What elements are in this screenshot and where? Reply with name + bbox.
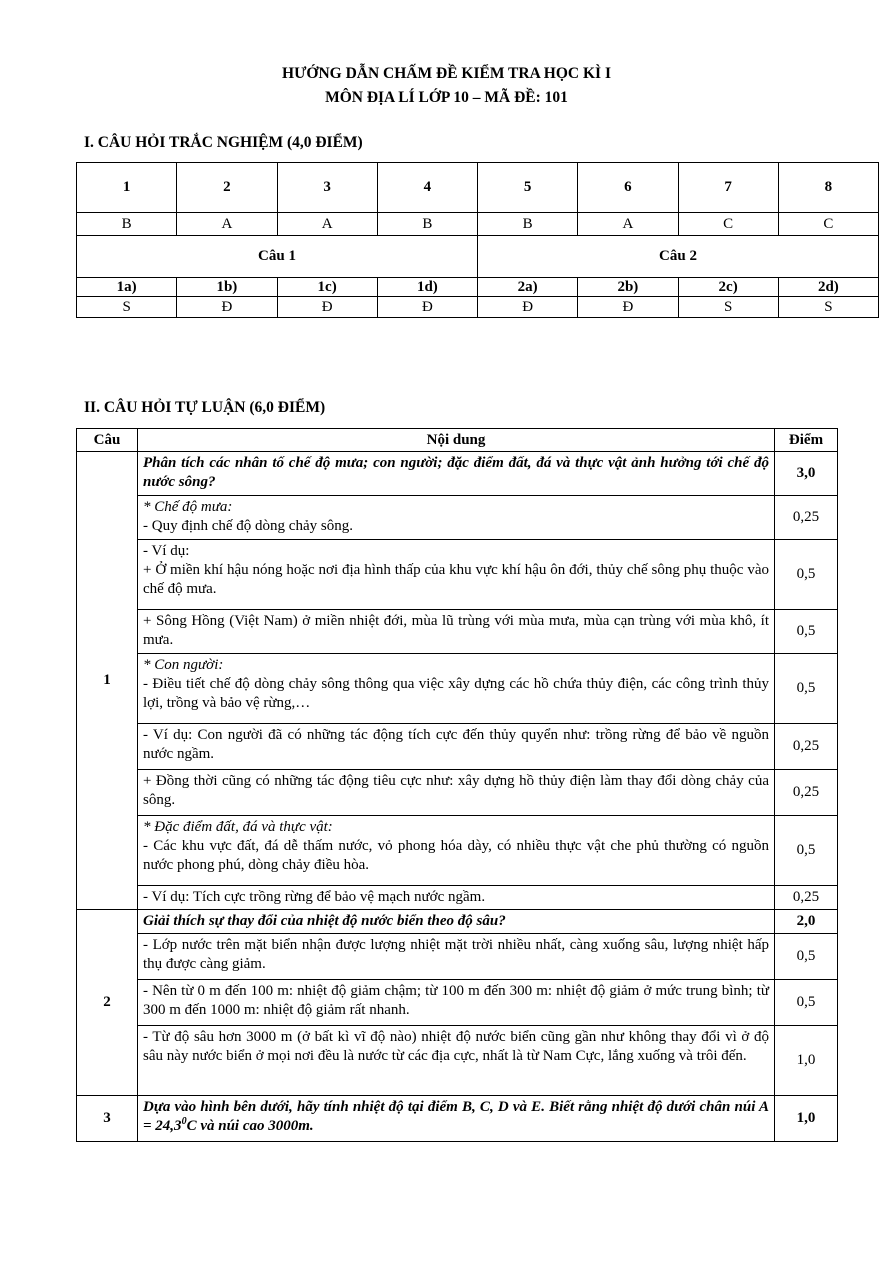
mc-answer: A xyxy=(277,213,377,236)
mc-answer: B xyxy=(77,213,177,236)
mc-answer: A xyxy=(177,213,277,236)
tf-label: 1d) xyxy=(377,278,477,297)
table-row xyxy=(77,724,838,770)
content-cell xyxy=(138,540,775,610)
points-cell: 0,25 xyxy=(775,724,838,770)
mc-number: 6 xyxy=(578,163,678,213)
points-cell: 0,5 xyxy=(775,540,838,610)
table-row xyxy=(77,610,838,654)
mc-answer: C xyxy=(678,213,778,236)
tf-answer: S xyxy=(77,297,177,318)
tf-label: 2d) xyxy=(778,278,878,297)
mc-answer: B xyxy=(377,213,477,236)
content-text: - Ví dụ: Con người đã có những tác động tích cực đến thủy quyển như: trồng rừng để bảo về nguồn nước ngầm. xyxy=(138,724,775,770)
points-cell: 0,25 xyxy=(775,496,838,540)
mc-number: 3 xyxy=(277,163,377,213)
mc-number: 7 xyxy=(678,163,778,213)
sub-heading: * Chế độ mưa: xyxy=(143,499,233,515)
table-row xyxy=(77,1026,838,1096)
content-text: - Lớp nước trên mặt biển nhận được lượng nhiệt mặt trời nhiều nhất, càng xuống sâu, lượng nhiệt hấp thụ được càng giảm. xyxy=(138,934,775,980)
q1-question-points: 3,0 xyxy=(775,452,838,496)
content-text: - Điều tiết chế độ dòng chảy sông thông qua việc xây dựng các hồ chứa thủy điện, các công trình thủy lợi, trồng và bảo vệ rừng,… xyxy=(143,676,769,711)
tf-group-header: Câu 1 xyxy=(77,236,478,278)
tf-answer: Đ xyxy=(377,297,477,318)
tf-label: 2b) xyxy=(578,278,678,297)
mc-answer-row xyxy=(77,213,879,236)
content-text: - Quy định chế độ dòng chảy sông. xyxy=(143,518,353,534)
q3-question-part2: C và núi cao 3000m. xyxy=(186,1118,314,1134)
mc-number: 5 xyxy=(478,163,578,213)
tf-answer-row xyxy=(77,297,879,318)
mc-answer: C xyxy=(778,213,878,236)
tf-group-header: Câu 2 xyxy=(478,236,879,278)
doc-title-line1: HƯỚNG DẪN CHẤM ĐỀ KIỂM TRA HỌC KÌ I xyxy=(282,65,611,82)
tf-answer: Đ xyxy=(277,297,377,318)
content-text: + Sông Hồng (Việt Nam) ở miền nhiệt đới, mùa lũ trùng với mùa mưa, mùa cạn trùng với mùa khô, ít mưa. xyxy=(138,610,775,654)
table-row xyxy=(77,886,838,910)
q3-question-part1: Dựa vào hình bên dưới, hãy tính nhiệt độ tại điểm B, C, D và E. Biết rằng nhiệt độ dưới chân núi A = 24,3 xyxy=(143,1099,769,1134)
q2-question-row xyxy=(77,910,838,934)
mc-number: 4 xyxy=(377,163,477,213)
content-text: - Ví dụ: xyxy=(143,543,190,559)
content-cell xyxy=(138,496,775,540)
tf-answer: S xyxy=(678,297,778,318)
mc-number: 1 xyxy=(77,163,177,213)
q3-question-row xyxy=(77,1096,838,1142)
q2-question-points: 2,0 xyxy=(775,910,838,934)
content-text: - Ví dụ: Tích cực trồng rừng để bảo vệ mạch nước ngầm. xyxy=(138,886,775,910)
q3-question-text xyxy=(138,1096,775,1142)
col-header-noidung: Nội dung xyxy=(138,429,775,452)
table-row xyxy=(77,654,838,724)
tf-label-row xyxy=(77,278,879,297)
content-cell xyxy=(138,816,775,886)
mc-number-row xyxy=(77,163,879,213)
content-text: + Ở miền khí hậu nóng hoặc nơi địa hình thấp của khu vực khí hậu ôn đới, thủy chế sông phụ thuộc vào chế độ mưa. xyxy=(143,562,769,597)
content-text: - Từ độ sâu hơn 3000 m (ở bất kì vĩ độ nào) nhiệt độ nước biển cũng gần như không thay đổi vì ở độ sâu này nước biển ở mọi nơi đều là nước từ các địa cực, nhất là từ Nam Cực, lắng xuống và trôi đến. xyxy=(138,1026,775,1096)
sub-heading: * Con người: xyxy=(143,657,224,673)
q3-number: 3 xyxy=(77,1096,138,1142)
tf-label: 2c) xyxy=(678,278,778,297)
q3-question-points: 1,0 xyxy=(775,1096,838,1142)
multiple-choice-answer-table xyxy=(76,162,879,318)
section2-heading: II. CÂU HỎI TỰ LUẬN (6,0 ĐIỂM) xyxy=(84,399,326,416)
mc-answer: B xyxy=(478,213,578,236)
tf-answer: Đ xyxy=(478,297,578,318)
points-cell: 0,5 xyxy=(775,816,838,886)
mc-number: 2 xyxy=(177,163,277,213)
col-header-cau: Câu xyxy=(77,429,138,452)
table-row xyxy=(77,770,838,816)
table-row xyxy=(77,540,838,610)
points-cell: 0,25 xyxy=(775,770,838,816)
tf-answer: Đ xyxy=(177,297,277,318)
tf-answer: S xyxy=(778,297,878,318)
points-cell: 1,0 xyxy=(775,1026,838,1096)
table-row xyxy=(77,496,838,540)
table-row xyxy=(77,980,838,1026)
content-text: - Các khu vực đất, đá dễ thấm nước, vỏ phong hóa dày, có nhiều thực vật che phủ thường có nguồn nước phong phú, dòng chảy điều hòa. xyxy=(143,838,769,873)
q1-question-row xyxy=(77,452,838,496)
q2-number: 2 xyxy=(77,910,138,1096)
q1-question-text: Phân tích các nhân tố chế độ mưa; con người; đặc điểm đất, đá và thực vật ảnh hưởng tới chế độ nước sông? xyxy=(138,452,775,496)
q2-question-text: Giải thích sự thay đổi của nhiệt độ nước biển theo độ sâu? xyxy=(138,910,775,934)
sub-heading: * Đặc điểm đất, đá và thực vật: xyxy=(143,819,333,835)
col-header-diem: Điểm xyxy=(775,429,838,452)
tf-label: 1a) xyxy=(77,278,177,297)
essay-header-row xyxy=(77,429,838,452)
tf-label: 1b) xyxy=(177,278,277,297)
mc-number: 8 xyxy=(778,163,878,213)
content-text: - Nên từ 0 m đến 100 m: nhiệt độ giảm chậm; từ 100 m đến 300 m: nhiệt độ giảm ở mức trung bình; từ 300 m đến 1000 m: nhiệt độ giảm rất nhanh. xyxy=(138,980,775,1026)
content-cell xyxy=(138,654,775,724)
content-text: + Đồng thời cũng có những tác động tiêu cực như: xây dựng hồ thủy điện làm thay đổi dòng chảy của sông. xyxy=(138,770,775,816)
table-row xyxy=(77,816,838,886)
points-cell: 0,25 xyxy=(775,886,838,910)
mc-answer: A xyxy=(578,213,678,236)
points-cell: 0,5 xyxy=(775,654,838,724)
table-row xyxy=(77,934,838,980)
tf-answer: Đ xyxy=(578,297,678,318)
section1-heading: I. CÂU HỎI TRẮC NGHIỆM (4,0 ĐIỂM) xyxy=(84,134,363,151)
doc-title-line2: MÔN ĐỊA LÍ LỚP 10 – MÃ ĐỀ: 101 xyxy=(325,89,568,106)
points-cell: 0,5 xyxy=(775,934,838,980)
tf-label: 2a) xyxy=(478,278,578,297)
tf-label: 1c) xyxy=(277,278,377,297)
tf-group-row xyxy=(77,236,879,278)
points-cell: 0,5 xyxy=(775,980,838,1026)
essay-grading-table xyxy=(76,428,838,1142)
q1-number: 1 xyxy=(77,452,138,910)
degree-superscript: 0 xyxy=(181,1116,187,1127)
points-cell: 0,5 xyxy=(775,610,838,654)
